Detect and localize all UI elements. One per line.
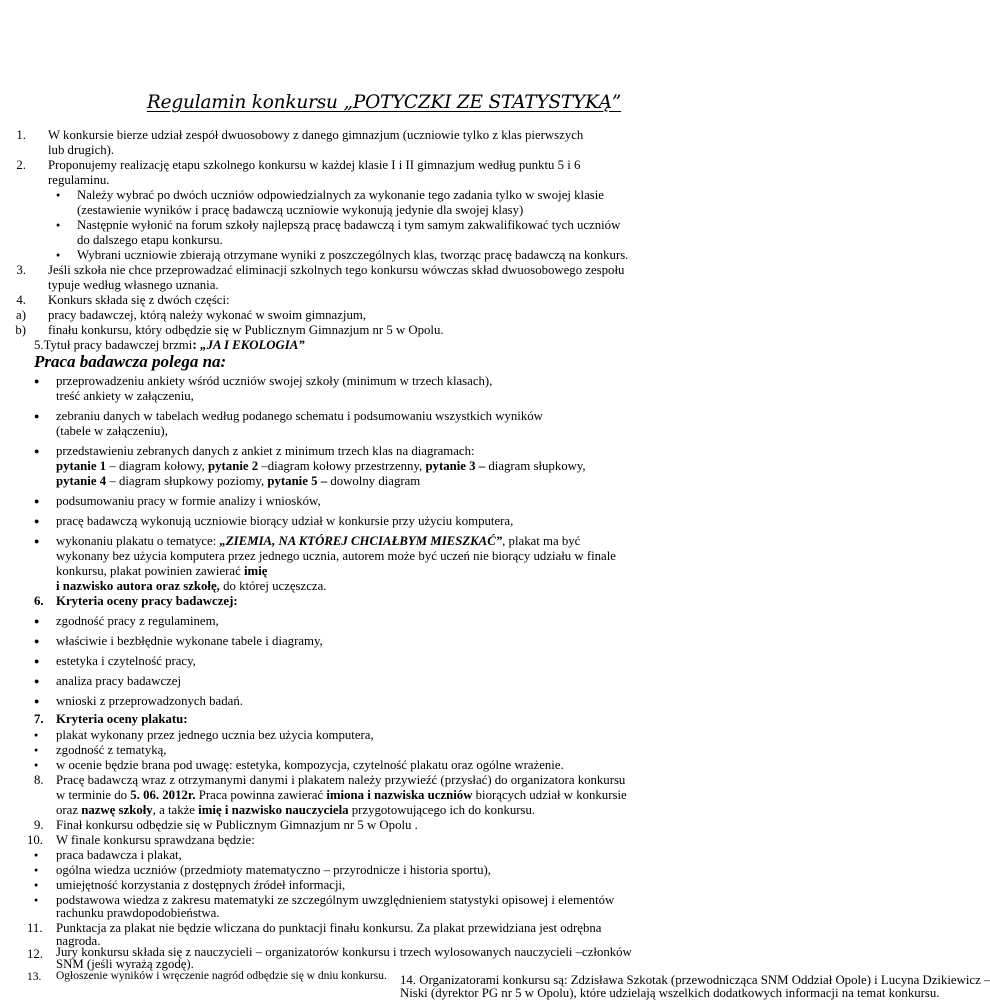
bullet-icon: ● xyxy=(34,536,40,546)
item-number: 4. xyxy=(16,293,26,307)
bullet-icon: ● xyxy=(34,866,39,874)
item-3-line-1: Jeśli szkoła nie chce przeprowadzać eliminacji szkolnych tego konkursu wówczas skład dwuosobowego zespołu xyxy=(48,263,625,277)
praca-3-line-2: pytanie 1 – diagram kołowy, pytanie 2 –diagram kołowy przestrzenny, pytanie 3 – diagram słupkowy, xyxy=(56,459,586,473)
praca-3-line-1: przedstawieniu zebranych danych z ankiet z minimum trzech klas na diagramach: xyxy=(56,444,475,458)
item-number: 10. xyxy=(27,833,43,847)
praca-3-line-3: pytanie 4 – diagram słupkowy poziomy, pytanie 5 – dowolny diagram xyxy=(56,474,421,488)
bullet-icon: ● xyxy=(34,496,40,506)
praca-6-line-4: i nazwisko autora oraz szkołę, do której uczęszcza. xyxy=(56,579,327,593)
sub-1-line-2: (zestawienie wyników i pracę badawczą uczniowie wykonują jedynie dla swojej klasy) xyxy=(77,203,524,217)
plakat-kryterium-2: zgodność z tematyką, xyxy=(56,743,167,757)
bullet-icon: ● xyxy=(34,376,40,386)
section-heading-praca: Praca badawcza polega na: xyxy=(34,352,227,371)
bullet-icon: ● xyxy=(34,656,40,666)
bullet-icon: ● xyxy=(34,696,40,706)
item-8-line-2: w terminie do 5. 06. 2012r. Praca powinna zawierać imiona i nazwiska uczniów biorących udział w konkursie xyxy=(56,788,627,802)
item-number: 9. xyxy=(34,818,44,832)
item-a-line: pracy badawczej, którą należy wykonać w swoim gimnazjum, xyxy=(48,308,367,322)
finale-1: praca badawcza i plakat, xyxy=(56,848,182,862)
plakat-kryterium-3: w ocenie będzie brana pod uwagę: estetyka, kompozycja, czytelność plakatu oraz ogólne wrażenie. xyxy=(56,758,564,772)
kryterium-3: estetyka i czytelność pracy, xyxy=(56,654,196,668)
bullet-icon: ● xyxy=(34,746,39,754)
item-2-line-1: Proponujemy realizację etapu szkolnego konkursu w każdej klasie I i II gimnazjum według punktu 5 i 6 xyxy=(48,158,581,172)
item-number: 2. xyxy=(16,158,26,172)
item-10-line: W finale konkursu sprawdzana będzie: xyxy=(56,833,255,847)
bullet-icon: ● xyxy=(34,761,39,769)
item-3-line-2: typuje według własnego uznania. xyxy=(48,278,219,292)
item-number: 8. xyxy=(34,773,44,787)
praca-6-line-2: wykonany bez użycia komputera przez jednego ucznia, autorem może być uczeń nie biorący udziału w finale xyxy=(56,549,616,563)
sub-1-line-1: Należy wybrać po dwóch uczniów odpowiedzialnych za wykonanie tego zadania tylko w swojej klasie xyxy=(77,188,604,202)
kryterium-5: wnioski z przeprowadzonych badań. xyxy=(56,694,243,708)
bullet-icon: ● xyxy=(34,881,39,889)
bullet-icon: ● xyxy=(34,851,39,859)
item-5-line: 5.Tytuł pracy badawczej brzmi: „JA I EKOLOGIA” xyxy=(34,338,305,353)
praca-1-line-2: treść ankiety w załączeniu, xyxy=(56,389,194,403)
bullet-icon: ● xyxy=(34,676,40,686)
bullet-icon: ● xyxy=(56,251,61,259)
kryterium-1: zgodność pracy z regulaminem, xyxy=(56,614,219,628)
item-number: 3. xyxy=(16,263,26,277)
item-9-line: Finał konkursu odbędzie się w Publicznym Gimnazjum nr 5 w Opolu . xyxy=(56,818,418,832)
section-heading-kryteria-pracy: Kryteria oceny pracy badawczej: xyxy=(56,594,238,608)
bullet-icon: ● xyxy=(34,446,40,456)
item-4-line: Konkurs składa się z dwóch części: xyxy=(48,293,230,307)
bullet-icon: ● xyxy=(56,221,61,229)
finale-2: ogólna wiedza uczniów (przedmioty matematyczno – przyrodnicze i historia sportu), xyxy=(56,863,491,877)
plakat-kryterium-1: plakat wykonany przez jednego ucznia bez użycia komputera, xyxy=(56,728,374,742)
item-12-line-1: Jury konkursu składa się z nauczycieli – organizatorów konkursu i trzech wylosowanych nauczycieli –członków xyxy=(56,945,632,959)
praca-6-line-3: konkursu, plakat powinien zawierać imię xyxy=(56,564,268,578)
item-11-line-2: nagroda. xyxy=(56,934,101,948)
item-11-line-1: Punktacja za plakat nie będzie wliczana do punktacji finału konkursu. Za plakat przewidziana jest odrębna xyxy=(56,921,602,935)
item-8-line-3: oraz nazwę szkoły, a także imię i nazwisko nauczyciela przygotowującego ich do konkursu. xyxy=(56,803,536,817)
item-1-line-2: lub drugich). xyxy=(48,143,115,157)
praca-1-line-1: przeprowadzeniu ankiety wśród uczniów swojej szkoły (minimum w trzech klasach), xyxy=(56,374,493,388)
item-1-line-1: W konkursie bierze udział zespół dwuosobowy z danego gimnazjum (uczniowie tylko z klas pierwszych xyxy=(48,128,584,142)
finale-3: umiejętność korzystania z dostępnych źródeł informacji, xyxy=(56,878,346,892)
sub-2-line-1: Następnie wyłonić na forum szkoły najlepszą pracę badawczą i tym samym zakwalifikować tych uczniów xyxy=(77,218,621,232)
item-letter: a) xyxy=(16,308,26,322)
item-letter: b) xyxy=(15,323,26,337)
item-14-line-1: 14. Organizatorami konkursu są: Zdzisława Szkotak (przewodnicząca SNM Oddział Opole) i Lucyna Dzikiewicz – xyxy=(400,973,990,987)
item-b-line: finału konkursu, który odbędzie się w Publicznym Gimnazjum nr 5 w Opolu. xyxy=(48,323,444,337)
bullet-icon: ● xyxy=(34,731,39,739)
item-number: 7. xyxy=(34,712,44,726)
item-2-line-2: regulaminu. xyxy=(48,173,110,187)
bullet-icon: ● xyxy=(56,191,61,199)
bullet-icon: ● xyxy=(34,411,40,421)
item-number: 13. xyxy=(27,971,42,983)
item-number: 6. xyxy=(34,594,44,608)
praca-4-line: podsumowaniu pracy w formie analizy i wniosków, xyxy=(56,494,321,508)
kryterium-4: analiza pracy badawczej xyxy=(56,674,182,688)
praca-5-line: pracę badawczą wykonują uczniowie biorący udział w konkursie przy użyciu komputera, xyxy=(56,514,514,528)
item-12-line-2: SNM (jeśli wyrażą zgodę). xyxy=(56,957,194,971)
praca-2-line-2: (tabele w załączeniu), xyxy=(56,424,168,438)
document-title: Regulamin konkursu „POTYCZKI ZE STATYSTYKĄ” xyxy=(146,92,622,113)
praca-6-line-1: wykonaniu plakatu o tematyce: „ZIEMIA, NA KTÓREJ CHCIAŁBYM MIESZKAĆ”, plakat ma być xyxy=(56,534,581,548)
bullet-icon: ● xyxy=(34,896,39,904)
bullet-icon: ● xyxy=(34,636,40,646)
item-number: 1. xyxy=(16,128,26,142)
section-heading-kryteria-plakatu: Kryteria oceny plakatu: xyxy=(56,712,188,726)
finale-4-line-1: podstawowa wiedza z zakresu matematyki ze szczególnym uwzględnieniem statystyki opisowej i elementów xyxy=(56,893,615,907)
item-13-line: Ogłoszenie wyników i wręczenie nagród odbędzie się w dniu konkursu. xyxy=(56,970,387,982)
item-number: 11. xyxy=(27,921,43,935)
item-8-line-1: Pracę badawczą wraz z otrzymanymi danymi i plakatem należy przywieźć (przysłać) do organizatora konkursu xyxy=(56,773,626,787)
item-14-line-2: Niski (dyrektor PG nr 5 w Opolu), które udzielają wszelkich dodatkowych informacji na temat konkursu. xyxy=(400,986,940,1000)
kryterium-2: właściwie i bezbłędnie wykonane tabele i diagramy, xyxy=(56,634,323,648)
item-number: 12. xyxy=(27,947,43,961)
sub-2-line-2: do dalszego etapu konkursu. xyxy=(77,233,223,247)
finale-4-line-2: rachunku prawdopodobieństwa. xyxy=(56,906,220,920)
praca-2-line-1: zebraniu danych w tabelach według podanego schematu i podsumowaniu wszystkich wyników xyxy=(56,409,543,423)
sub-3-line: Wybrani uczniowie zbierają otrzymane wyniki z poszczególnych klas, tworząc pracę badawczą na konkurs. xyxy=(77,248,629,262)
bullet-icon: ● xyxy=(34,616,40,626)
bullet-icon: ● xyxy=(34,516,40,526)
